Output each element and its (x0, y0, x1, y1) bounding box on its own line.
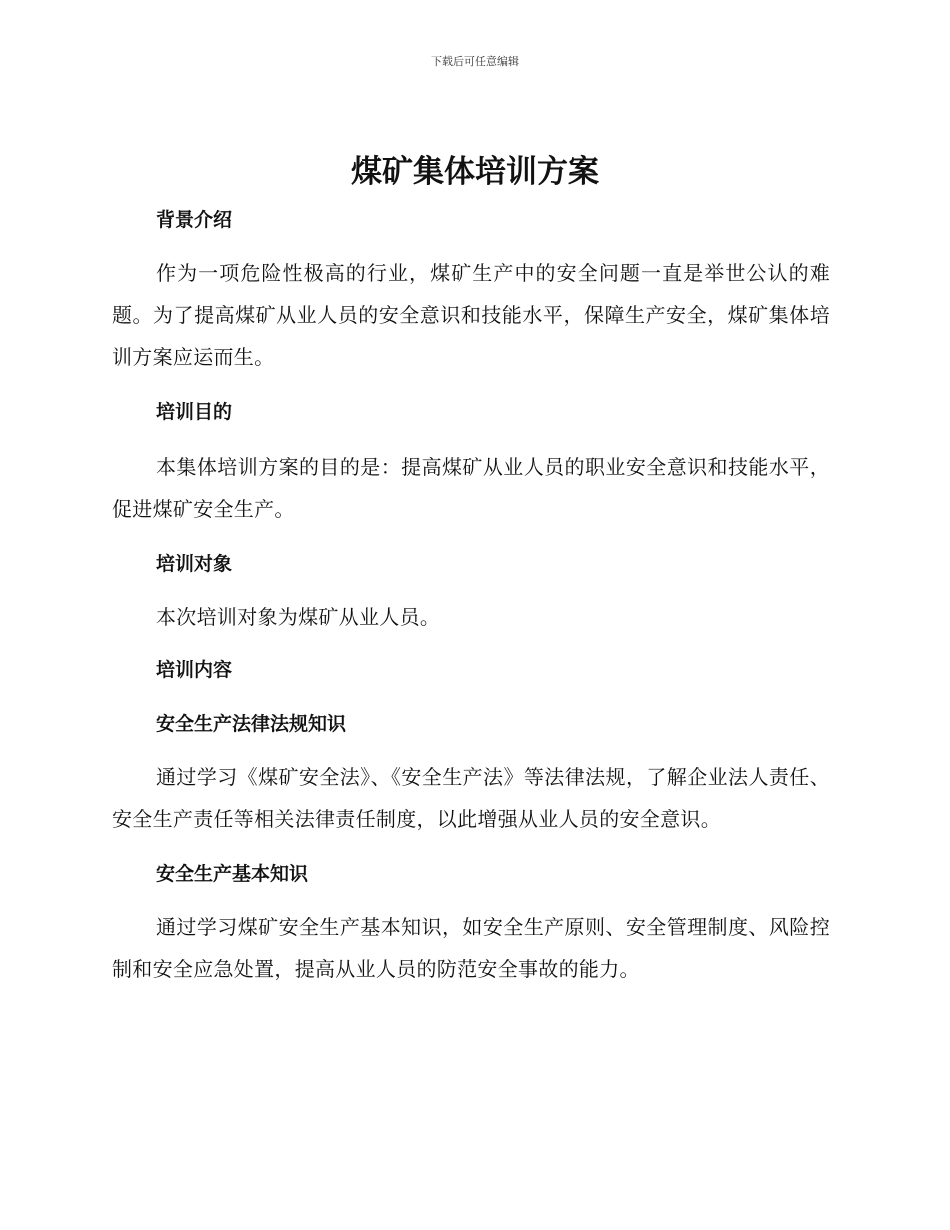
document-title: 煤矿集体培训方案 (351, 154, 599, 190)
section-paragraph-basic-knowledge: 通过学习煤矿安全生产基本知识，如安全生产原则、安全管理制度、风险控制和安全应急处置，提高从业人员的防范安全事故的能力。 (112, 915, 830, 981)
section-heading-law-knowledge: 安全生产法律法规知识 (156, 713, 347, 735)
section-paragraph-law-knowledge: 通过学习《煤矿安全法》、《安全生产法》等法律法规，了解企业法人责任、安全生产责任等相关法律责任制度，以此增强从业人员的安全意识。 (112, 765, 830, 831)
section-heading-background: 背景介绍 (156, 209, 233, 231)
section-heading-basic-knowledge: 安全生产基本知识 (156, 863, 309, 885)
document-body (112, 200, 830, 1000)
section-heading-purpose: 培训目的 (156, 401, 233, 423)
section-heading-audience: 培训对象 (156, 553, 233, 575)
section-paragraph-audience: 本次培训对象为煤矿从业人员。 (156, 605, 441, 629)
section-paragraph-purpose: 本集体培训方案的目的是：提高煤矿从业人员的职业安全意识和技能水平，促进煤矿安全生产。 (112, 455, 830, 521)
page-header-note: 下载后可任意编辑 (431, 55, 519, 68)
section-paragraph-background: 作为一项危险性极高的行业，煤矿生产中的安全问题一直是举世公认的难题。为了提高煤矿从业人员的安全意识和技能水平，保障生产安全，煤矿集体培训方案应运而生。 (112, 261, 830, 369)
section-heading-content: 培训内容 (156, 659, 233, 681)
